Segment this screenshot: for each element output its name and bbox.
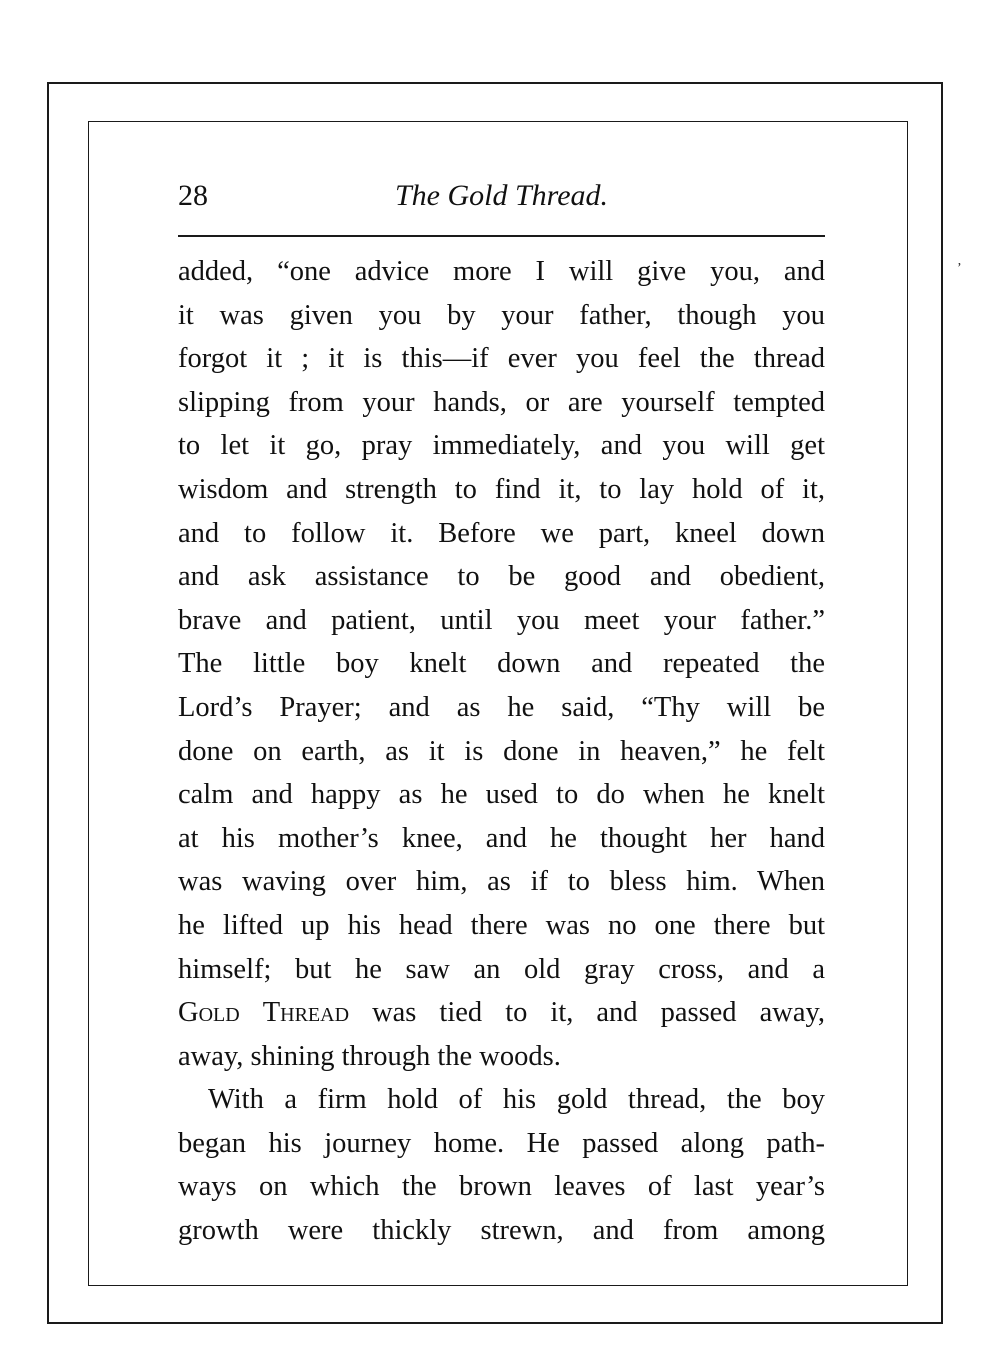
paragraph-end-line: away, shining through the woods. (178, 1040, 561, 1072)
text-line: brave and patient, until you meet your father.” (178, 604, 825, 636)
text-line-gold-thread (178, 991, 825, 1035)
text-line-rest: was tied to it, and passed away, (349, 997, 826, 1029)
body-text (178, 250, 825, 1253)
text-line: ways on which the brown leaves of last year’s (178, 1171, 825, 1203)
running-head (178, 172, 825, 222)
small-caps-thread: Thread (262, 997, 350, 1029)
text-line: he lifted up his head there was no one there but (178, 909, 825, 941)
text-line: it was given you by your father, though you (178, 299, 825, 331)
text-line: forgot it ; it is this—if ever you feel the thread (178, 343, 825, 375)
text-line: done on earth, as it is done in heaven,” he felt (178, 735, 825, 767)
margin-speck: ’ (957, 261, 962, 276)
text-line: himself; but he saw an old gray cross, and a (178, 953, 825, 985)
header-rule (178, 235, 825, 237)
text-line: and ask assistance to be good and obedient, (178, 561, 825, 593)
text-line: to let it go, pray immediately, and you will get (178, 430, 825, 462)
text-line: calm and happy as he used to do when he knelt (178, 779, 825, 811)
text-line: at his mother’s knee, and he thought her hand (178, 822, 825, 854)
text-line: wisdom and strength to find it, to lay hold of it, (178, 473, 825, 505)
text-line: and to follow it. Before we part, kneel down (178, 517, 825, 549)
page-number: 28 (178, 179, 208, 212)
text-line: slipping from your hands, or are yourself tempted (178, 386, 825, 418)
text-line: was waving over him, as if to bless him. When (178, 866, 825, 898)
text-line: The little boy knelt down and repeated the (178, 648, 825, 680)
running-title: The Gold Thread. (394, 179, 609, 212)
text-line: added, “one advice more I will give you, and (178, 256, 825, 287)
text-line: Lord’s Prayer; and as he said, “Thy will be (178, 691, 825, 723)
small-caps-space (240, 997, 263, 1028)
small-caps-gold: Gold (178, 997, 240, 1029)
text-line: growth were thickly strewn, and from among (178, 1215, 825, 1247)
text-line: began his journey home. He passed along path- (178, 1127, 825, 1159)
paragraph-start-line: With a firm hold of his gold thread, the boy (208, 1084, 825, 1116)
